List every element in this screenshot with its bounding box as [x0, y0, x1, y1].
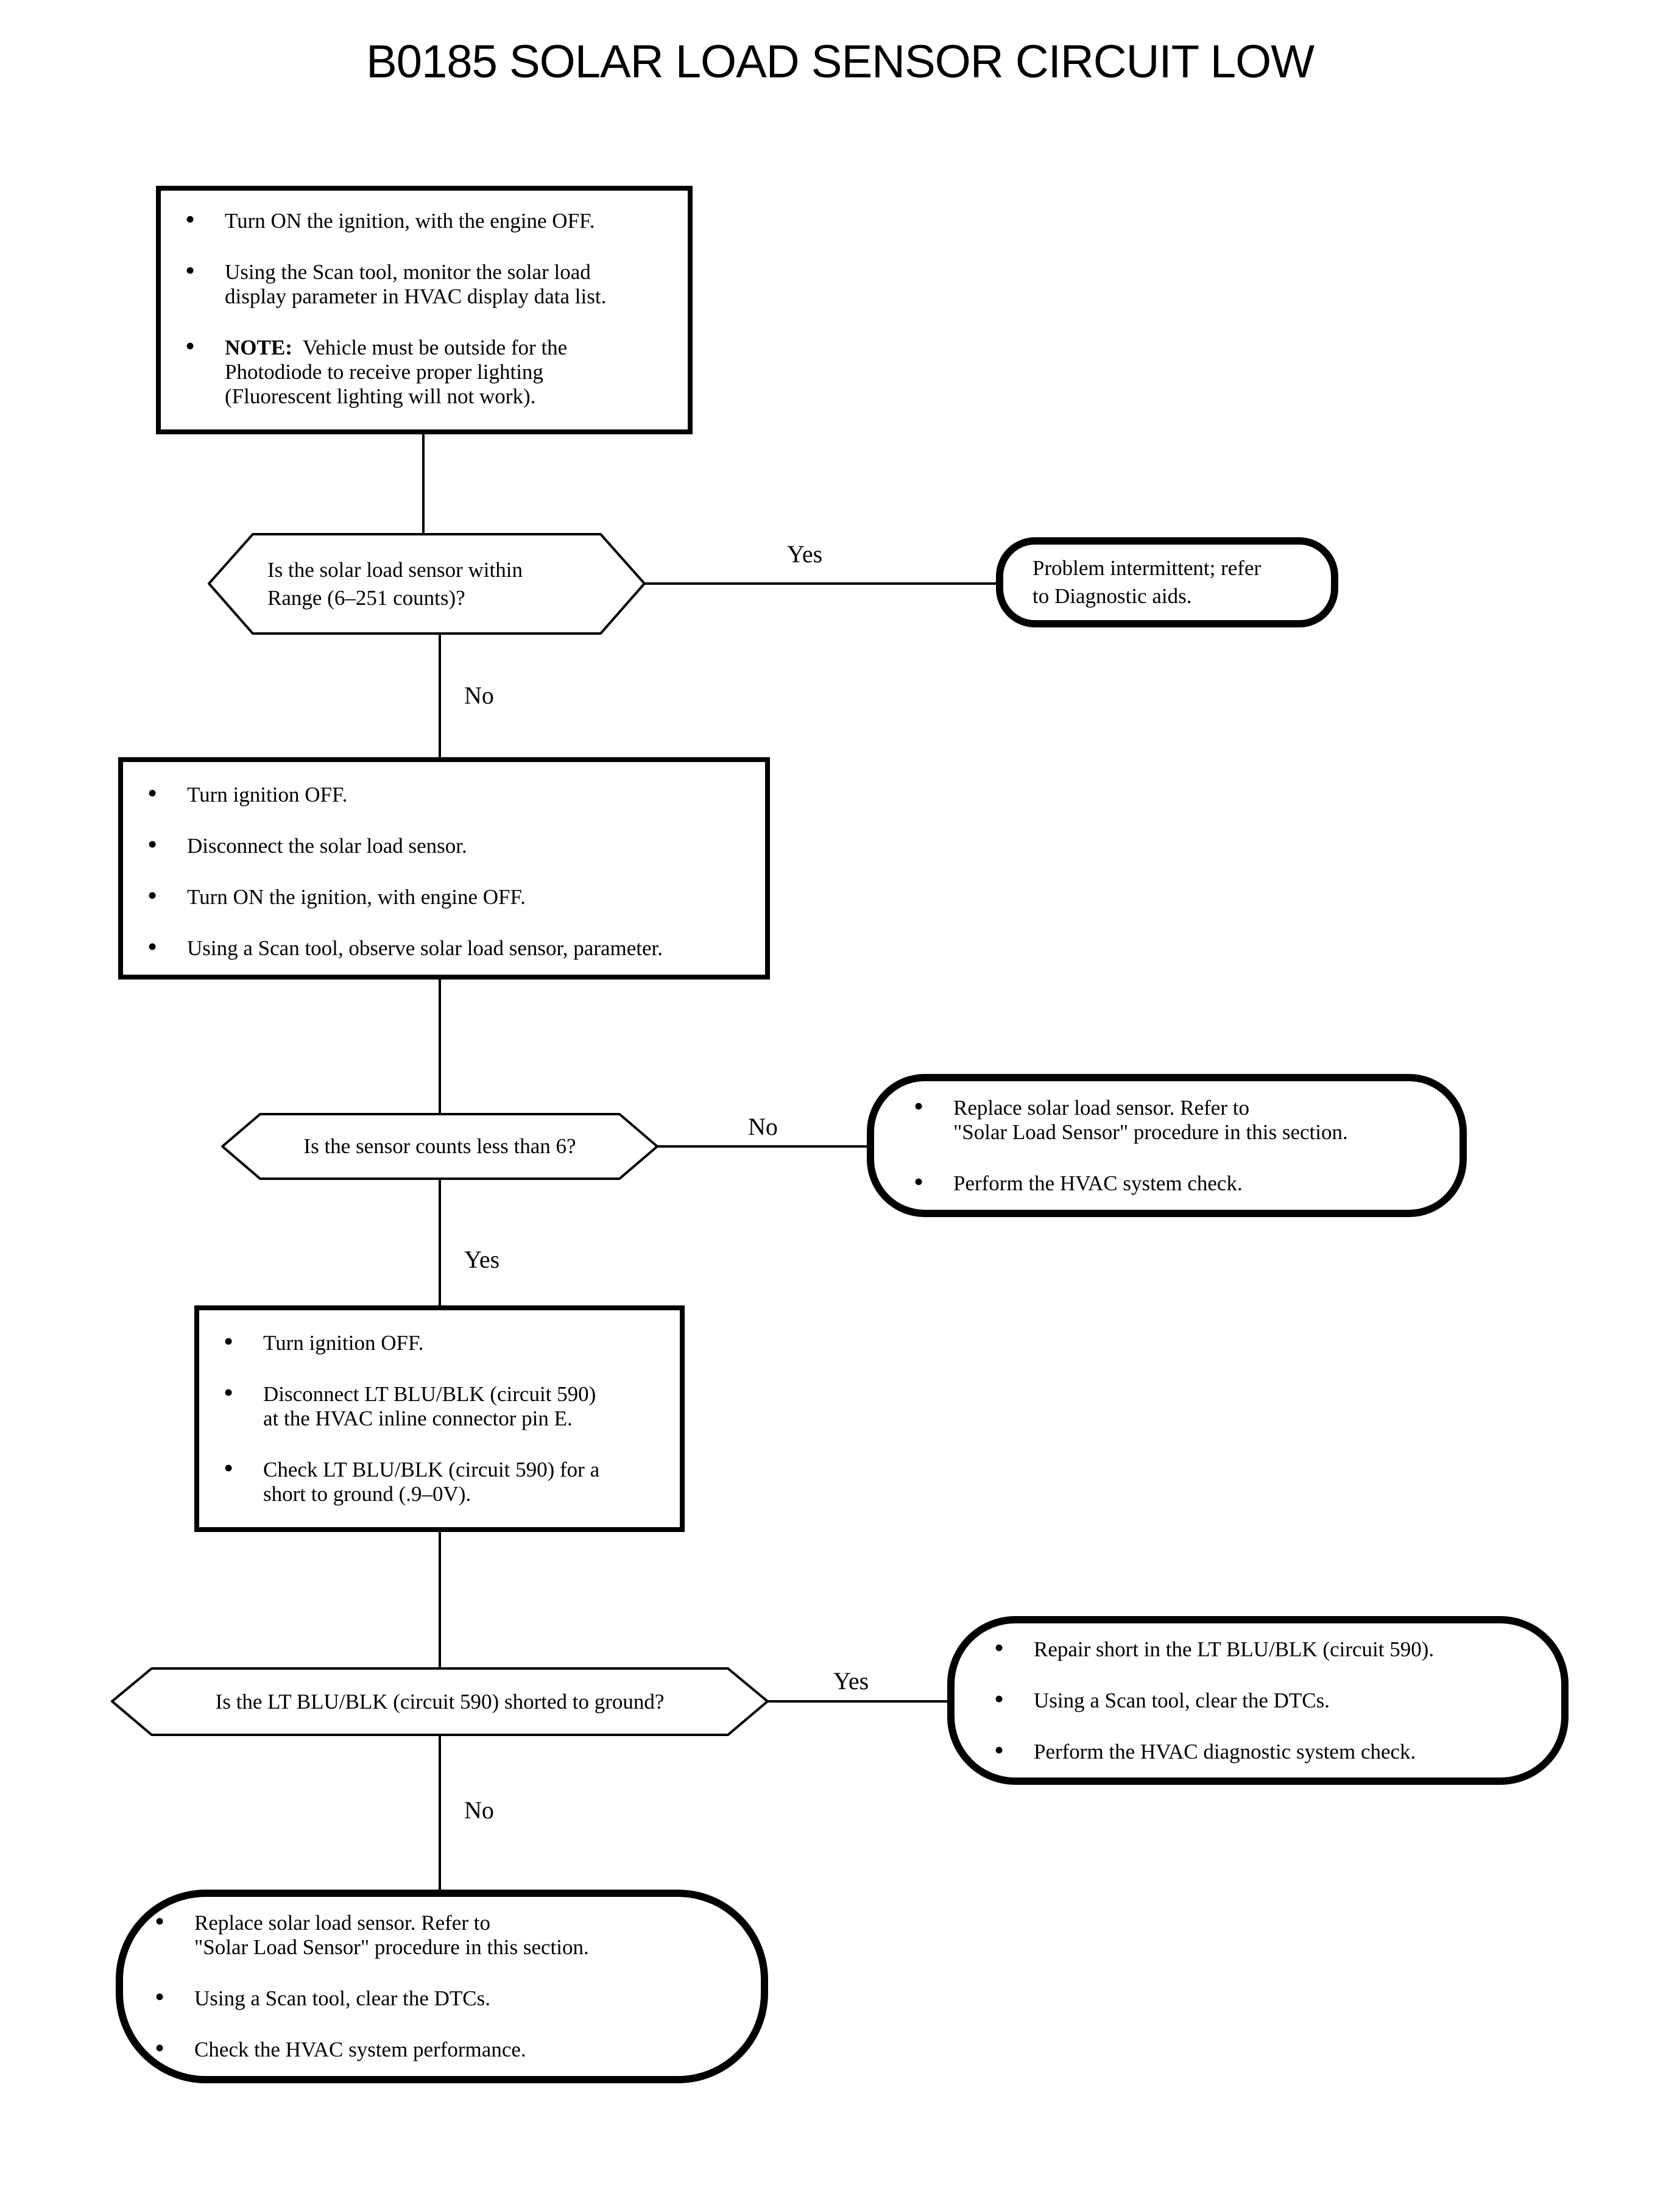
page-title: B0185 SOLAR LOAD SENSOR CIRCUIT LOW	[366, 36, 1314, 88]
decision-solar-range	[208, 533, 646, 635]
bullet-text: Repair short in the LT BLU/BLK (circuit 590).	[1034, 1637, 1435, 1661]
connector-step2-to-decision2	[439, 980, 441, 1114]
bullet-text: NOTE: Vehicle must be outside for the Photodiode to receive proper lighting (Fluorescent lighting will not work).	[225, 336, 568, 408]
bullet-item	[161, 209, 679, 233]
bullet-item	[123, 885, 757, 909]
connector-decision2-no	[657, 1145, 867, 1148]
decision-counts-less-than-6-text: Is the sensor counts less than 6?	[303, 1134, 576, 1158]
bullet-text: Disconnect the solar load sensor.	[187, 834, 467, 858]
process-check-circuit-590-text	[199, 1310, 680, 1522]
bullet-item	[123, 936, 757, 961]
bullet-item	[889, 1096, 1475, 1145]
bullet-item	[199, 1458, 671, 1506]
process-initial-setup	[156, 186, 693, 434]
bullet-item	[123, 783, 757, 807]
bullet-item	[130, 1911, 768, 1960]
bullet-text: Turn ignition OFF.	[187, 783, 348, 807]
bullet-text: Turn ignition OFF.	[263, 1331, 424, 1355]
bullet-item	[889, 1171, 1475, 1196]
bullet-text: Replace solar load sensor. Refer to "Solar Load Sensor" procedure in this section.	[953, 1095, 1348, 1144]
bullet-text: Disconnect LT BLU/BLK (circuit 590) at the HVAC inline connector pin E.	[263, 1382, 596, 1430]
bullet-item	[123, 834, 757, 858]
decision-solar-range-text: Is the solar load sensor within Range (6–251 counts)?	[267, 557, 523, 610]
bullet-item	[970, 1637, 1576, 1662]
process-check-circuit-590	[194, 1305, 685, 1532]
connector-decision2-yes	[439, 1179, 441, 1305]
process-initial-setup-text	[161, 191, 688, 425]
edge-label-yes-1: Yes	[787, 540, 823, 568]
connector-step3-to-decision3	[439, 1532, 441, 1668]
process-disconnect-sensor-text	[123, 762, 765, 976]
terminal-problem-intermittent-text: Problem intermittent; refer to Diagnostic aids.	[1032, 556, 1262, 608]
bullet-text: Perform the HVAC system check.	[953, 1171, 1243, 1195]
bullet-text: Turn ON the ignition, with engine OFF.	[187, 885, 526, 909]
decision-circuit-590-short-text: Is the LT BLU/BLK (circuit 590) shorted to ground?	[215, 1689, 665, 1714]
bullet-text: Perform the HVAC diagnostic system check.	[1034, 1739, 1416, 1763]
edge-label-yes-3: Yes	[833, 1667, 869, 1695]
terminal-replace-sensor-final	[116, 1890, 768, 2083]
bullet-text: Turn ON the ignition, with the engine OFF.	[225, 209, 595, 233]
bullet-text: Check the HVAC system performance.	[194, 2038, 526, 2061]
bullet-item	[970, 1689, 1576, 1713]
bullet-text: Replace solar load sensor. Refer to "Solar Load Sensor" procedure in this section.	[194, 1911, 589, 1959]
terminal-replace-sensor-final-text	[123, 1911, 768, 2062]
bullet-item	[130, 2038, 768, 2062]
connector-decision3-yes	[768, 1700, 947, 1703]
bullet-text: Check LT BLU/BLK (circuit 590) for a short to ground (.9–0V).	[263, 1458, 600, 1506]
connector-decision1-yes	[644, 582, 997, 585]
terminal-repair-short	[947, 1616, 1569, 1785]
bullet-text: Using a Scan tool, observe solar load sensor, parameter.	[187, 936, 663, 960]
bullet-item	[199, 1382, 671, 1431]
terminal-repair-short-text	[955, 1637, 1576, 1764]
bullet-text: Using the Scan tool, monitor the solar load display parameter in HVAC display data list.	[225, 260, 607, 308]
edge-label-no-1: No	[464, 682, 494, 709]
connector-decision3-no	[439, 1735, 441, 1890]
bullet-item	[199, 1331, 671, 1355]
edge-label-yes-2: Yes	[464, 1246, 500, 1273]
bullet-text: Using a Scan tool, clear the DTCs.	[194, 1986, 491, 2010]
decision-circuit-590-short	[111, 1667, 769, 1736]
edge-label-no-2: No	[748, 1113, 778, 1140]
terminal-replace-sensor-hvac-check	[867, 1074, 1467, 1217]
edge-label-no-3: No	[464, 1796, 494, 1824]
terminal-problem-intermittent	[996, 537, 1338, 627]
bullet-item	[130, 1986, 768, 2011]
bullet-item	[970, 1740, 1576, 1764]
connector-step1-to-decision1	[422, 434, 425, 534]
bullet-item	[161, 260, 679, 309]
connector-decision1-no	[439, 634, 441, 758]
decision-counts-less-than-6	[221, 1113, 658, 1180]
bullet-text: Using a Scan tool, clear the DTCs.	[1034, 1688, 1330, 1712]
process-disconnect-sensor	[118, 757, 770, 980]
terminal-replace-sensor-hvac-check-text	[874, 1096, 1475, 1196]
bullet-item	[161, 336, 679, 409]
